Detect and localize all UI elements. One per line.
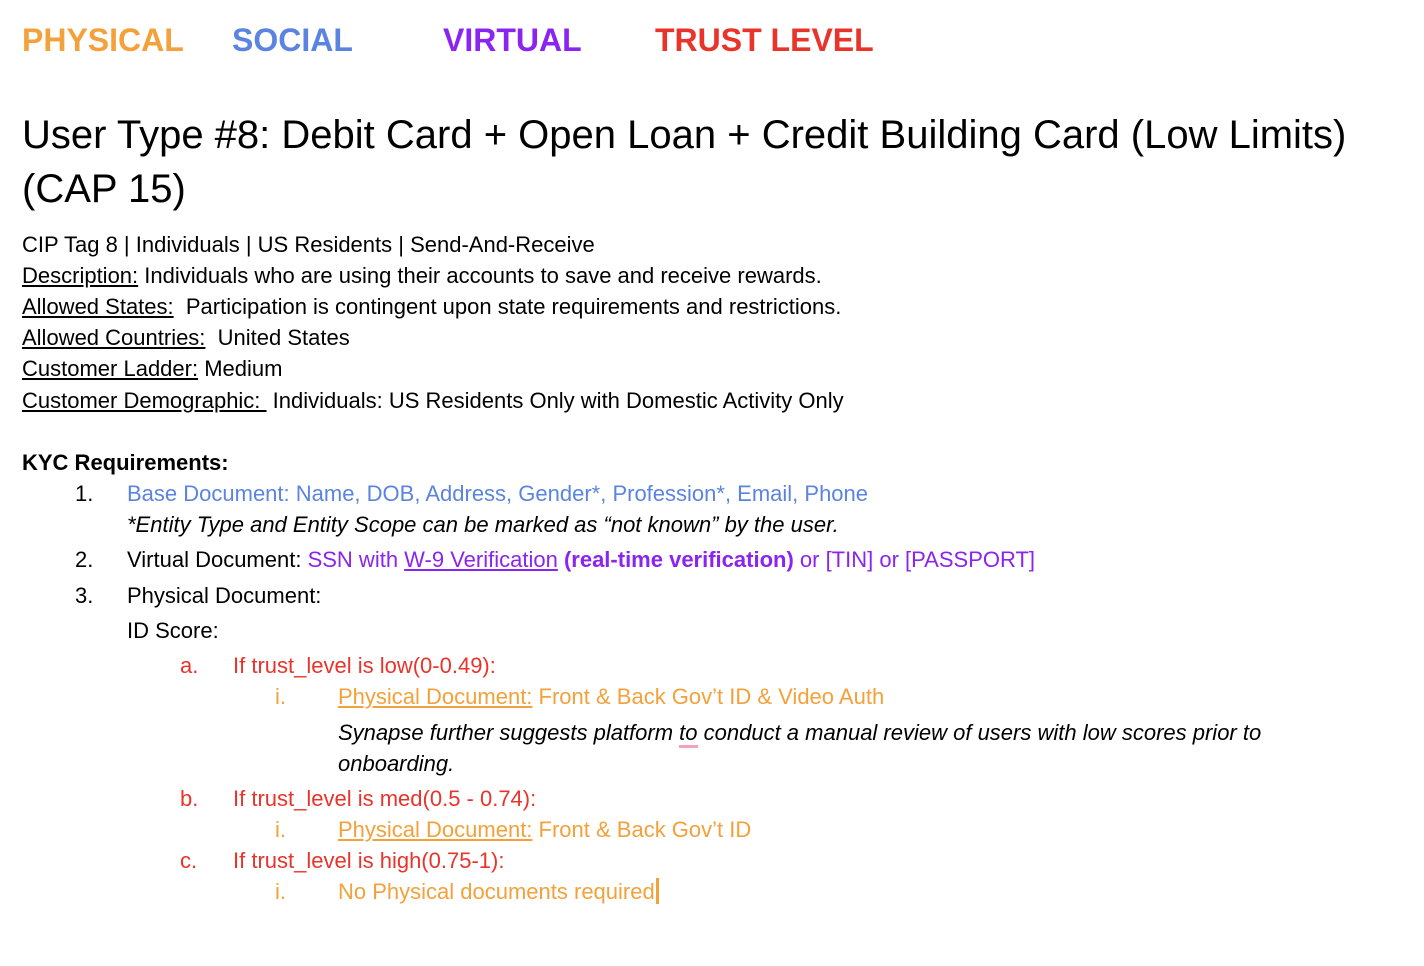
virtual-document-label: Virtual Document: (127, 547, 308, 572)
tin-passport-text: or [TIN] or [PASSPORT] (793, 547, 1036, 572)
customer-ladder-label: Customer Ladder: (22, 356, 199, 381)
ssn-text: SSN with (307, 547, 405, 572)
list-marker-2: 2. (75, 547, 94, 572)
real-time-verification-text: (real-time verification) (557, 547, 794, 572)
legend-social: SOCIAL (232, 22, 353, 58)
allowed-countries-label: Allowed Countries: (22, 325, 206, 350)
list-marker-a-i: i. (275, 684, 286, 709)
allowed-states-value: Participation is contingent upon state requirements and restrictions. (173, 294, 842, 319)
kyc-heading: KYC Requirements: (22, 450, 229, 475)
list-marker-3: 3. (75, 583, 94, 608)
base-document-text: Base Document: Name, DOB, Address, Gender*, Profession*, Email, Phone (127, 481, 869, 506)
legend-virtual: VIRTUAL (443, 22, 582, 58)
trust-med-text: If trust_level is med(0.5 - 0.74): (233, 786, 537, 811)
list-marker-b-i: i. (275, 817, 286, 842)
trust-med-physical-value: Front & Back Gov’t ID (532, 817, 752, 842)
page-title: User Type #8: Debit Card + Open Loan + Credit Building Card (Low Limits) (CAP 15) (22, 113, 1347, 211)
manual-review-note-line2: onboarding. (338, 751, 455, 776)
list-marker-b: b. (180, 786, 199, 811)
allowed-states-row (22, 291, 841, 322)
virtual-document-row (127, 544, 1035, 575)
customer-demographic-row (22, 385, 844, 416)
text-cursor (656, 878, 659, 904)
allowed-countries-row (22, 322, 350, 353)
trust-low-physical-value: Front & Back Gov’t ID & Video Auth (532, 684, 885, 709)
manual-review-note-part1: Synapse further suggests platform (338, 720, 680, 745)
base-document-note: *Entity Type and Entity Scope can be marked as “not known” by the user. (127, 512, 839, 537)
trust-low-text: If trust_level is low(0-0.49): (233, 653, 496, 678)
manual-review-note (338, 717, 1261, 748)
legend-physical: PHYSICAL (22, 22, 184, 58)
manual-review-note-part2: conduct a manual review of users with low scores prior to (697, 720, 1262, 745)
list-marker-a: a. (180, 653, 199, 678)
trust-low-physical-row (338, 681, 884, 712)
trust-high-text: If trust_level is high(0.75-1): (233, 848, 505, 873)
trust-low-physical-label: Physical Document: (338, 684, 533, 709)
cip-line: CIP Tag 8 | Individuals | US Residents | Send-And-Receive (22, 232, 595, 257)
customer-ladder-row (22, 353, 282, 384)
physical-document-text: Physical Document: (127, 583, 322, 608)
trust-med-physical-label: Physical Document: (338, 817, 533, 842)
list-marker-c: c. (180, 848, 198, 873)
allowed-states-label: Allowed States: (22, 294, 174, 319)
description-label: Description: (22, 263, 139, 288)
customer-demographic-label: Customer Demographic: (22, 388, 267, 413)
list-marker-c-i: i. (275, 879, 286, 904)
list-marker-1: 1. (75, 481, 94, 506)
legend-trust-level: TRUST LEVEL (655, 22, 874, 58)
description-row (22, 260, 822, 291)
customer-demographic-value: Individuals: US Residents Only with Domestic Activity Only (266, 388, 844, 413)
id-score-label: ID Score: (127, 618, 219, 643)
allowed-countries-value: United States (205, 325, 350, 350)
no-physical-documents-text: No Physical documents required (338, 879, 655, 904)
color-legend (22, 20, 922, 60)
no-physical-documents-row[interactable] (338, 876, 659, 907)
w9-verification-link[interactable]: W-9 Verification (404, 547, 558, 572)
grammar-flagged-word[interactable]: to (679, 720, 697, 748)
description-value: Individuals who are using their accounts to save and receive rewards. (138, 263, 822, 288)
trust-med-physical-row (338, 814, 751, 845)
customer-ladder-value: Medium (198, 356, 283, 381)
